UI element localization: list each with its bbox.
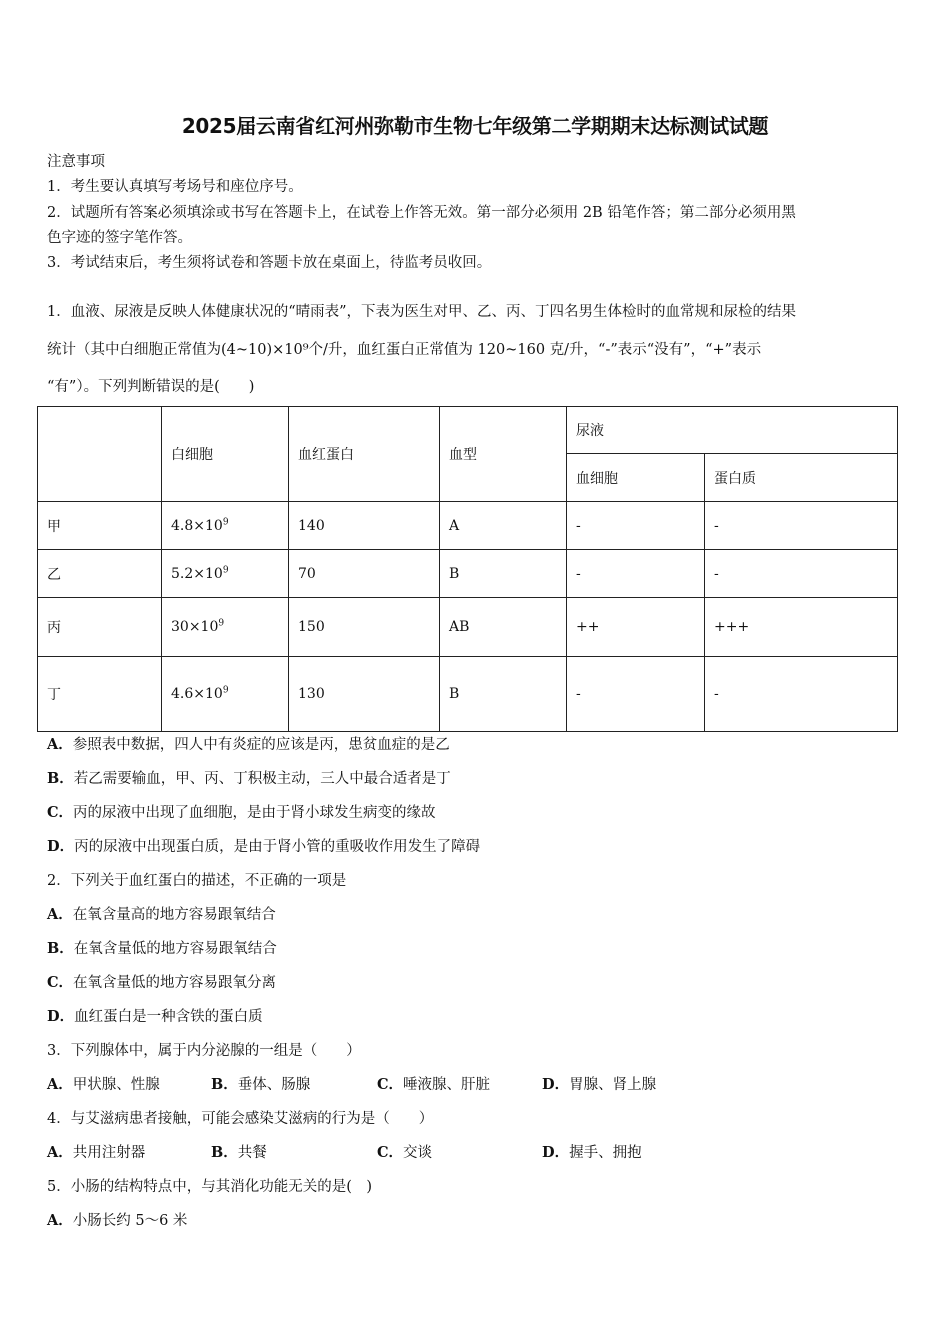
option-text: 小肠长约 5～6 米 <box>72 1213 188 1229</box>
option-label: A． <box>47 1144 73 1161</box>
option-text: 若乙需要输血，甲、丙、丁积极主动，三人中最合适者是丁 <box>73 771 451 787</box>
row-name: 丁 <box>38 657 162 732</box>
row-hemoglobin: 70 <box>289 550 440 598</box>
q5-stem: 5．小肠的结构特点中，与其消化功能无关的是( ) <box>47 1179 373 1195</box>
blood-urine-table <box>37 406 898 732</box>
q4-option-c <box>377 1143 432 1163</box>
row-name: 甲 <box>38 502 162 550</box>
option-text: 丙的尿液中出现了血细胞，是由于肾小球发生病变的缘故 <box>73 805 436 821</box>
notice-item-2-cont: 色字迹的签字笔作答。 <box>47 230 192 246</box>
row-hemoglobin: 140 <box>289 502 440 550</box>
wbc-exponent: 9 <box>218 618 225 629</box>
table-row <box>38 598 898 657</box>
q2-option-c <box>47 973 276 993</box>
q4-option-b <box>211 1143 267 1163</box>
row-urine-protein: +++ <box>705 598 898 657</box>
header-urine-blood-cells: 血细胞 <box>567 454 705 502</box>
row-hemoglobin: 130 <box>289 657 440 732</box>
row-blood-type: B <box>440 657 567 732</box>
option-label: C． <box>377 1076 404 1093</box>
q4-option-d <box>542 1143 642 1163</box>
q2-option-b <box>47 939 277 959</box>
option-text: 血红蛋白是一种含铁的蛋白质 <box>74 1009 263 1025</box>
row-name: 丙 <box>38 598 162 657</box>
option-text: 唾液腺、肝脏 <box>403 1077 491 1093</box>
option-label: D． <box>47 1008 75 1025</box>
option-label: D． <box>542 1144 570 1161</box>
q1-option-a <box>47 735 450 755</box>
row-urine-blood-cells: - <box>567 657 705 732</box>
row-wbc <box>162 550 289 598</box>
row-urine-protein: - <box>705 502 898 550</box>
notice-item-1: 1．考生要认真填写考场号和座位序号。 <box>47 179 303 195</box>
option-text: 丙的尿液中出现蛋白质，是由于肾小管的重吸收作用发生了障碍 <box>74 839 481 855</box>
q2-option-d <box>47 1007 263 1027</box>
option-label: A． <box>47 1212 73 1229</box>
option-label: D． <box>542 1076 570 1093</box>
q4-stem: 4．与艾滋病患者接触，可能会感染艾滋病的行为是（ ） <box>47 1111 434 1127</box>
row-blood-type: B <box>440 550 567 598</box>
notice-item-3: 3．考试结束后，考生须将试卷和答题卡放在桌面上，待监考员收回。 <box>47 255 492 271</box>
wbc-base: 4.8×10 <box>171 517 223 534</box>
table-row <box>38 657 898 732</box>
wbc-base: 5.2×10 <box>171 565 223 582</box>
option-label: C． <box>47 804 74 821</box>
header-hemoglobin: 血红蛋白 <box>289 407 440 502</box>
q4-option-a <box>47 1143 145 1163</box>
option-text: 共用注射器 <box>72 1145 146 1161</box>
q2-option-a <box>47 905 276 925</box>
option-label: A． <box>47 1076 73 1093</box>
option-label: A． <box>47 736 73 753</box>
q3-option-b <box>211 1075 310 1095</box>
table-row <box>38 550 898 598</box>
q1-stem-line-3: “有”）。下列判断错误的是( ) <box>47 379 255 395</box>
notice-heading: 注意事项 <box>47 154 105 170</box>
q1-option-b <box>47 769 451 789</box>
q3-option-c <box>377 1075 490 1095</box>
option-label: B． <box>47 940 74 957</box>
header-urine-protein: 蛋白质 <box>705 454 898 502</box>
row-blood-type: AB <box>440 598 567 657</box>
row-urine-blood-cells: - <box>567 502 705 550</box>
option-label: B． <box>211 1076 238 1093</box>
option-label: C． <box>377 1144 404 1161</box>
q1-stem-line-1: 1．血液、尿液是反映人体健康状况的“晴雨表”，下表为医生对甲、乙、丙、丁四名男生体检时的血常规和尿检的结果 <box>47 304 797 320</box>
q3-stem: 3．下列腺体中，属于内分泌腺的一组是（ ） <box>47 1043 361 1059</box>
header-wbc: 白细胞 <box>162 407 289 502</box>
row-wbc <box>162 502 289 550</box>
wbc-exponent: 9 <box>222 685 229 696</box>
row-urine-protein: - <box>705 657 898 732</box>
q2-stem: 2．下列关于血红蛋白的描述，不正确的一项是 <box>47 873 347 889</box>
page-title: 2025届云南省红河州弥勒市生物七年级第二学期期末达标测试试题 <box>181 114 769 138</box>
option-label: D． <box>47 838 75 855</box>
q1-option-d <box>47 837 480 857</box>
option-label: C． <box>47 974 74 991</box>
option-text: 胃腺、肾上腺 <box>569 1077 657 1093</box>
header-empty-cell <box>38 407 162 502</box>
table-row <box>38 502 898 550</box>
wbc-base: 30×10 <box>171 619 219 635</box>
option-text: 共餐 <box>237 1145 267 1161</box>
option-text: 交谈 <box>403 1145 433 1161</box>
row-wbc <box>162 598 289 657</box>
option-text: 参照表中数据，四人中有炎症的应该是丙，患贫血症的是乙 <box>72 737 450 753</box>
wbc-base: 4.6×10 <box>171 686 223 702</box>
wbc-exponent: 9 <box>222 516 229 527</box>
option-text: 在氧含量低的地方容易跟氧分离 <box>73 975 277 991</box>
option-label: B． <box>211 1144 238 1161</box>
row-urine-blood-cells: - <box>567 550 705 598</box>
header-urine: 尿液 <box>567 407 898 454</box>
option-text: 在氧含量高的地方容易跟氧结合 <box>72 907 276 923</box>
option-text: 在氧含量低的地方容易跟氧结合 <box>73 941 277 957</box>
row-wbc <box>162 657 289 732</box>
q1-option-c <box>47 803 436 823</box>
row-hemoglobin: 150 <box>289 598 440 657</box>
wbc-exponent: 9 <box>222 564 229 575</box>
row-blood-type: A <box>440 502 567 550</box>
q3-option-d <box>542 1075 656 1095</box>
option-text: 握手、拥抱 <box>569 1145 642 1161</box>
q5-option-a <box>47 1211 187 1231</box>
option-label: B． <box>47 770 74 787</box>
header-blood-type: 血型 <box>440 407 567 502</box>
q3-option-a <box>47 1075 160 1095</box>
option-label: A． <box>47 906 73 923</box>
row-urine-protein: - <box>705 550 898 598</box>
row-urine-blood-cells: ++ <box>567 598 705 657</box>
notice-item-2: 2．试题所有答案必须填涂或书写在答题卡上，在试卷上作答无效。第一部分必须用 2B 铅笔作答；第二部分必须用黑 <box>47 205 796 221</box>
option-text: 甲状腺、性腺 <box>72 1077 160 1093</box>
row-name: 乙 <box>38 550 162 598</box>
q1-stem-line-2: 统计（其中白细胞正常值为(4~10)×10⁹个/升，血红蛋白正常值为 120~160 克/升，“-”表示“没有”，“+”表示 <box>47 342 762 358</box>
option-text: 垂体、肠腺 <box>237 1077 311 1093</box>
